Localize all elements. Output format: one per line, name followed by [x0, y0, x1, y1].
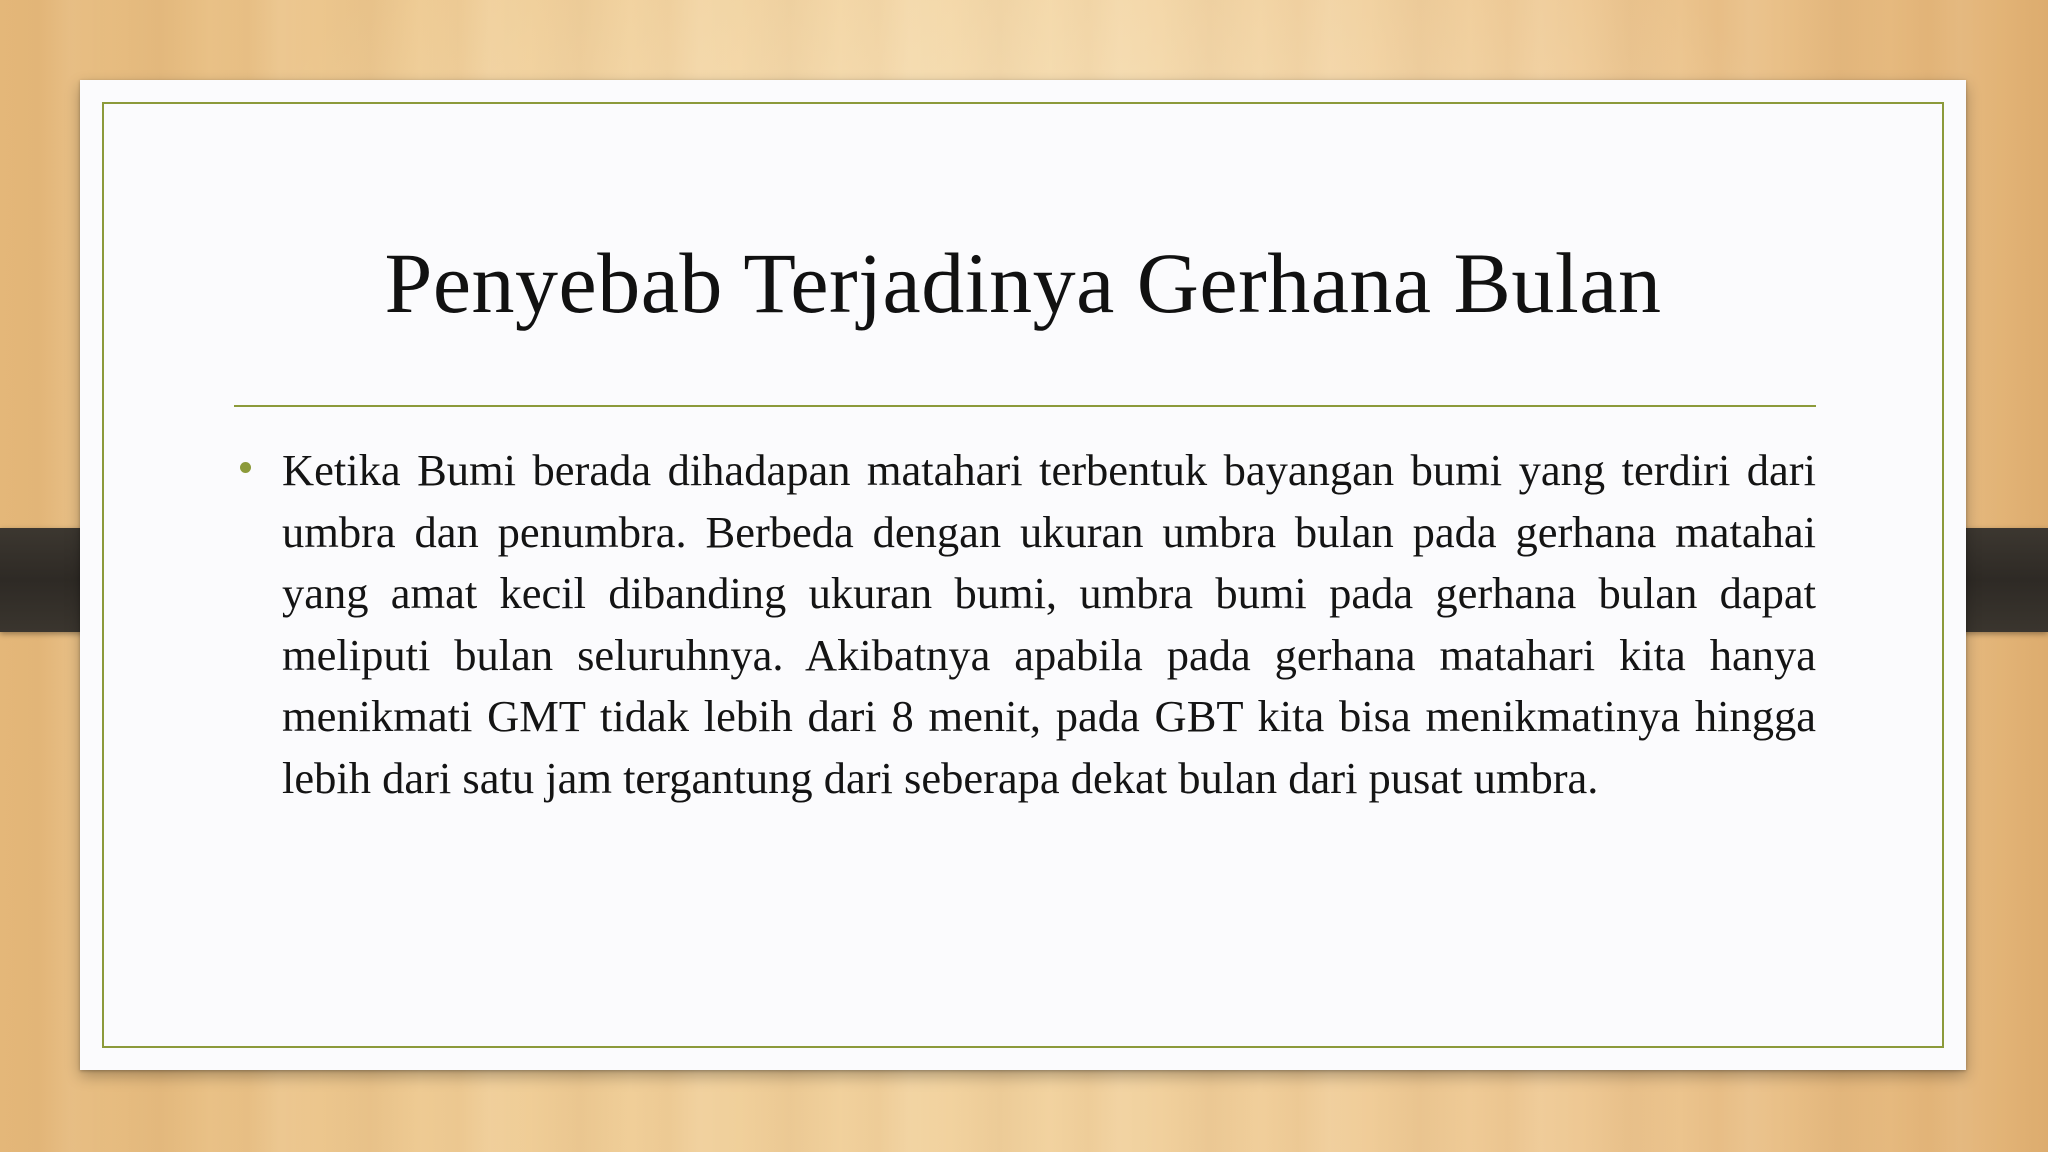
slide-card — [80, 80, 1966, 1070]
title-divider — [234, 405, 1816, 407]
bullet-dot-icon — [240, 462, 251, 473]
slide-title: Penyebab Terjadinya Gerhana Bulan — [384, 235, 1662, 331]
bullet-item — [234, 440, 1816, 809]
bullet-list — [234, 440, 1816, 809]
bullet-text: Ketika Bumi berada dihadapan matahari terbentuk bayangan bumi yang terdiri dari umbra dan penumbra. Berbeda dengan ukuran umbra bulan pada gerhana matahai yang amat kecil dibanding ukuran bumi, umbra bumi pada gerhana bulan dapat meliputi bulan seluruhnya. Akibatnya apabila pada gerhana matahari kita hanya menikmati GMT tidak lebih dari 8 menit, pada GBT kita bisa menikmatinya hingga lebih dari satu jam tergantung dari seberapa dekat bulan dari pusat umbra. — [282, 445, 1816, 803]
